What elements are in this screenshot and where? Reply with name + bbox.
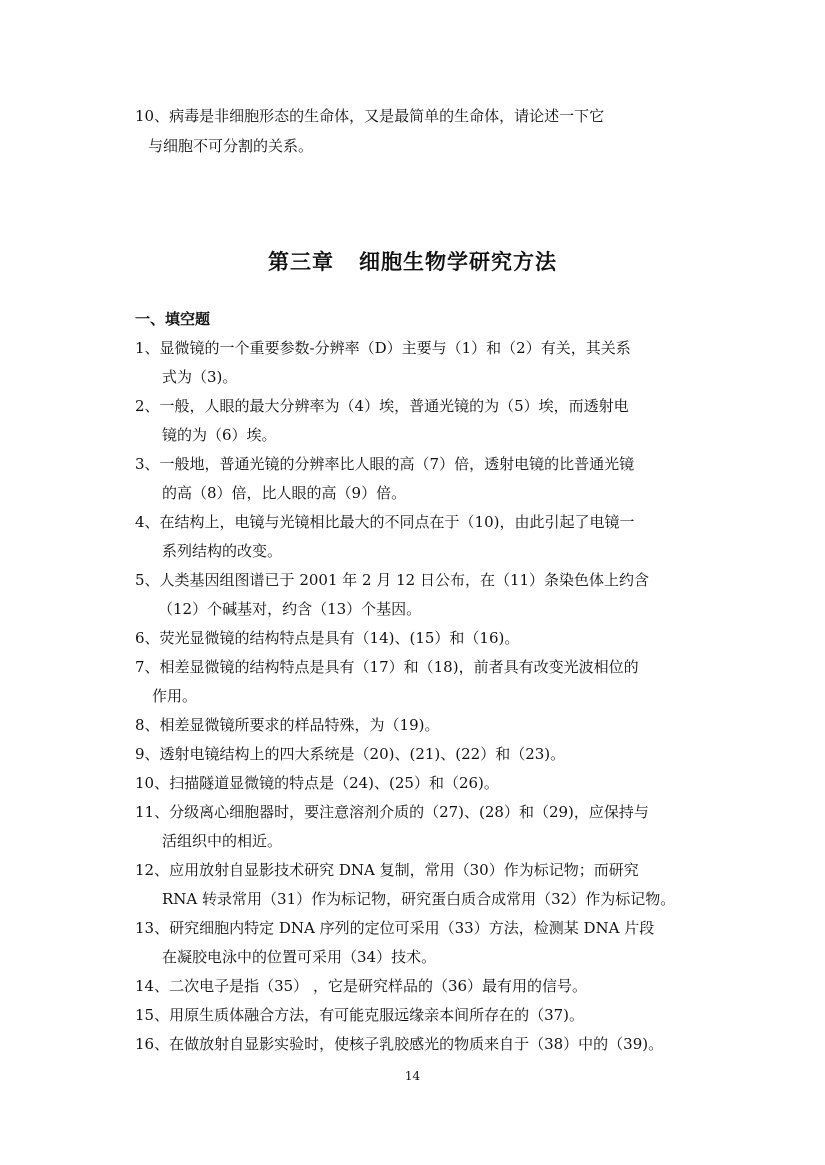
question-line: 式为（3)。 [162,368,238,386]
question-line: 活组织中的相近。 [162,832,283,850]
question-line: 15、用原生质体融合方法，有可能克服远缘亲本间所存在的（37)。 [135,1006,585,1024]
question-line: （12）个碱基对，约含（13）个基因。 [158,600,422,618]
question-line: 的高（8）倍，比人眼的高（9）倍。 [162,484,407,502]
question-line: 6、荧光显微镜的结构特点是具有（14)、(15）和（16)。 [135,629,520,647]
question-line: 镜的为（6）埃。 [162,426,277,444]
question-line: RNA 转录常用（31）作为标记物，研究蛋白质合成常用（32）作为标记物。 [162,890,676,908]
question-line: 5、人类基因组图谱已于 2001 年 2 月 12 日公布，在（11）条染色体上约含 [135,571,650,589]
question-line: 16、在做放射自显影实验时，使核子乳胶感光的物质来自于（38）中的（39)。 [135,1035,664,1053]
page-number: 14 [404,1069,421,1083]
section-title: 一、填空题 [135,310,211,328]
question-line: 11、分级离心细胞器时，要注意溶剂介质的（27)、(28）和（29)，应保持与 [135,803,649,821]
question-line: 4、在结构上，电镜与光镜相比最大的不同点在于（10)，由此引起了电镜一 [135,513,635,531]
question-line: 1、显微镜的一个重要参数-分辨率（D）主要与（1）和（2）有关，其关系 [135,339,631,357]
question-line: 作用。 [152,687,198,705]
question-line: 2、一般，人眼的最大分辨率为（4）埃，普通光镜的为（5）埃，而透射电 [135,397,629,415]
question-line: 13、研究细胞内特定 DNA 序列的定位可采用（33）方法，检测某 DNA 片段 [135,919,655,937]
question-line: 9、透射电镜结构上的四大系统是（20)、(21)、(22）和（23)。 [135,745,566,763]
question-line: 14、二次电子是指（35） ，它是研究样品的（36）最有用的信号。 [135,977,588,995]
question-line: 10、扫描隧道显微镜的特点是（24)、(25）和（26)。 [135,774,499,792]
question-line: 8、相差显微镜所要求的样品特殊，为（19)。 [135,716,440,734]
question-line: 12、应用放射自显影技术研究 DNA 复制，常用（30）作为标记物；而研究 [135,861,639,879]
question-line: 系列结构的改变。 [162,542,283,560]
question-line: 3、一般地，普通光镜的分辨率比人眼的高（7）倍，透射电镜的比普通光镜 [135,455,635,473]
chapter-title: 第三章 细胞生物学研究方法 [268,249,557,274]
intro-line-2: 与细胞不可分割的关系。 [148,137,314,155]
intro-line-1: 10、病毒是非细胞形态的生命体，又是最简单的生命体，请论述一下它 [135,107,605,125]
question-line: 在凝胶电泳中的位置可采用（34）技术。 [162,948,437,966]
question-line: 7、相差显微镜的结构特点是具有（17）和（18)，前者具有改变光波相位的 [135,658,639,676]
